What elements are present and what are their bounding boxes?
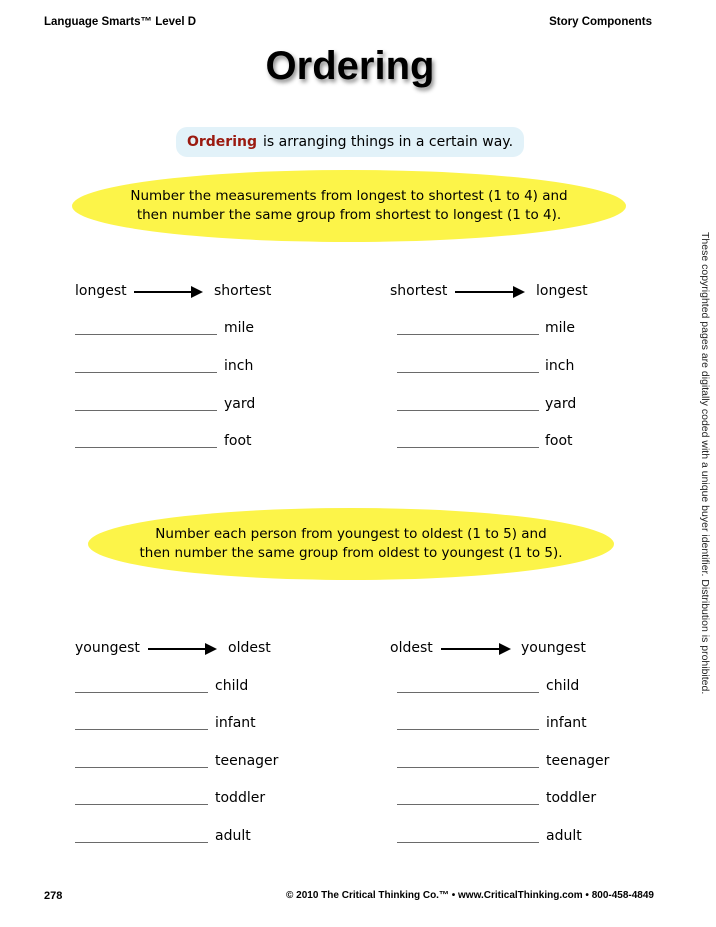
answer-blank[interactable] (397, 729, 539, 730)
left-to-label: oldest (228, 640, 271, 656)
list-item: inch (224, 358, 254, 374)
page-number: 278 (44, 890, 63, 902)
right-to-label: youngest (521, 640, 586, 656)
copyright-side-notice: These copyrighted pages are digitally coded with a unique buyer identifier. Distribution is prohibited. (699, 232, 711, 695)
instruction-line: Number each person from youngest to oldest (1 to 5) and (155, 526, 547, 542)
list-item: adult (546, 828, 582, 844)
answer-blank[interactable] (397, 842, 539, 843)
list-item: child (215, 678, 249, 694)
answer-blank[interactable] (397, 372, 539, 373)
right-from-label: shortest (390, 283, 448, 299)
list-item: infant (215, 715, 256, 731)
answer-blank[interactable] (75, 447, 217, 448)
definition-text: is arranging things in a certain way. (262, 134, 514, 150)
instruction-line: then number the same group from oldest to youngest (1 to 5). (139, 545, 563, 561)
list-item: yard (224, 396, 256, 412)
list-item: toddler (546, 790, 597, 806)
answer-blank[interactable] (75, 729, 208, 730)
arrow-icon (441, 648, 508, 650)
page-title: Ordering (265, 44, 435, 88)
definition-box (176, 127, 524, 157)
list-item: teenager (215, 753, 279, 769)
answer-blank[interactable] (397, 410, 539, 411)
list-item: child (546, 678, 580, 694)
definition-term: Ordering (186, 134, 257, 150)
list-item: teenager (546, 753, 610, 769)
answer-blank[interactable] (75, 334, 217, 335)
answer-blank[interactable] (75, 372, 217, 373)
answer-blank[interactable] (75, 692, 208, 693)
answer-blank[interactable] (397, 804, 539, 805)
list-item: toddler (215, 790, 266, 806)
left-from-label: youngest (75, 640, 140, 656)
list-item: foot (224, 433, 252, 449)
list-item: yard (545, 396, 577, 412)
instruction-line: then number the same group from shortest to longest (1 to 4). (136, 207, 562, 223)
list-item: adult (215, 828, 251, 844)
header-series-title: Language Smarts™ Level D (44, 16, 197, 28)
answer-blank[interactable] (75, 842, 208, 843)
right-from-label: oldest (390, 640, 433, 656)
arrow-icon (455, 291, 522, 293)
footer-copyright: © 2010 The Critical Thinking Co.™ • www.CriticalThinking.com • 800-458-4849 (286, 890, 654, 901)
list-item: mile (224, 320, 255, 336)
right-to-label: longest (536, 283, 588, 299)
instruction-line: Number the measurements from longest to shortest (1 to 4) and (130, 188, 568, 204)
answer-blank[interactable] (75, 410, 217, 411)
list-item: mile (545, 320, 576, 336)
list-item: foot (545, 433, 573, 449)
list-item: inch (545, 358, 575, 374)
instruction-ages (88, 508, 614, 580)
answer-blank[interactable] (397, 447, 539, 448)
left-to-label: shortest (214, 283, 272, 299)
arrow-icon (134, 291, 200, 293)
header-section-title: Story Components (549, 16, 652, 28)
arrow-icon (148, 648, 214, 650)
answer-blank[interactable] (397, 692, 539, 693)
instruction-measurements (72, 170, 626, 242)
list-item: infant (546, 715, 587, 731)
answer-blank[interactable] (397, 334, 539, 335)
answer-blank[interactable] (75, 804, 208, 805)
answer-blank[interactable] (397, 767, 539, 768)
answer-blank[interactable] (75, 767, 208, 768)
left-from-label: longest (75, 283, 127, 299)
